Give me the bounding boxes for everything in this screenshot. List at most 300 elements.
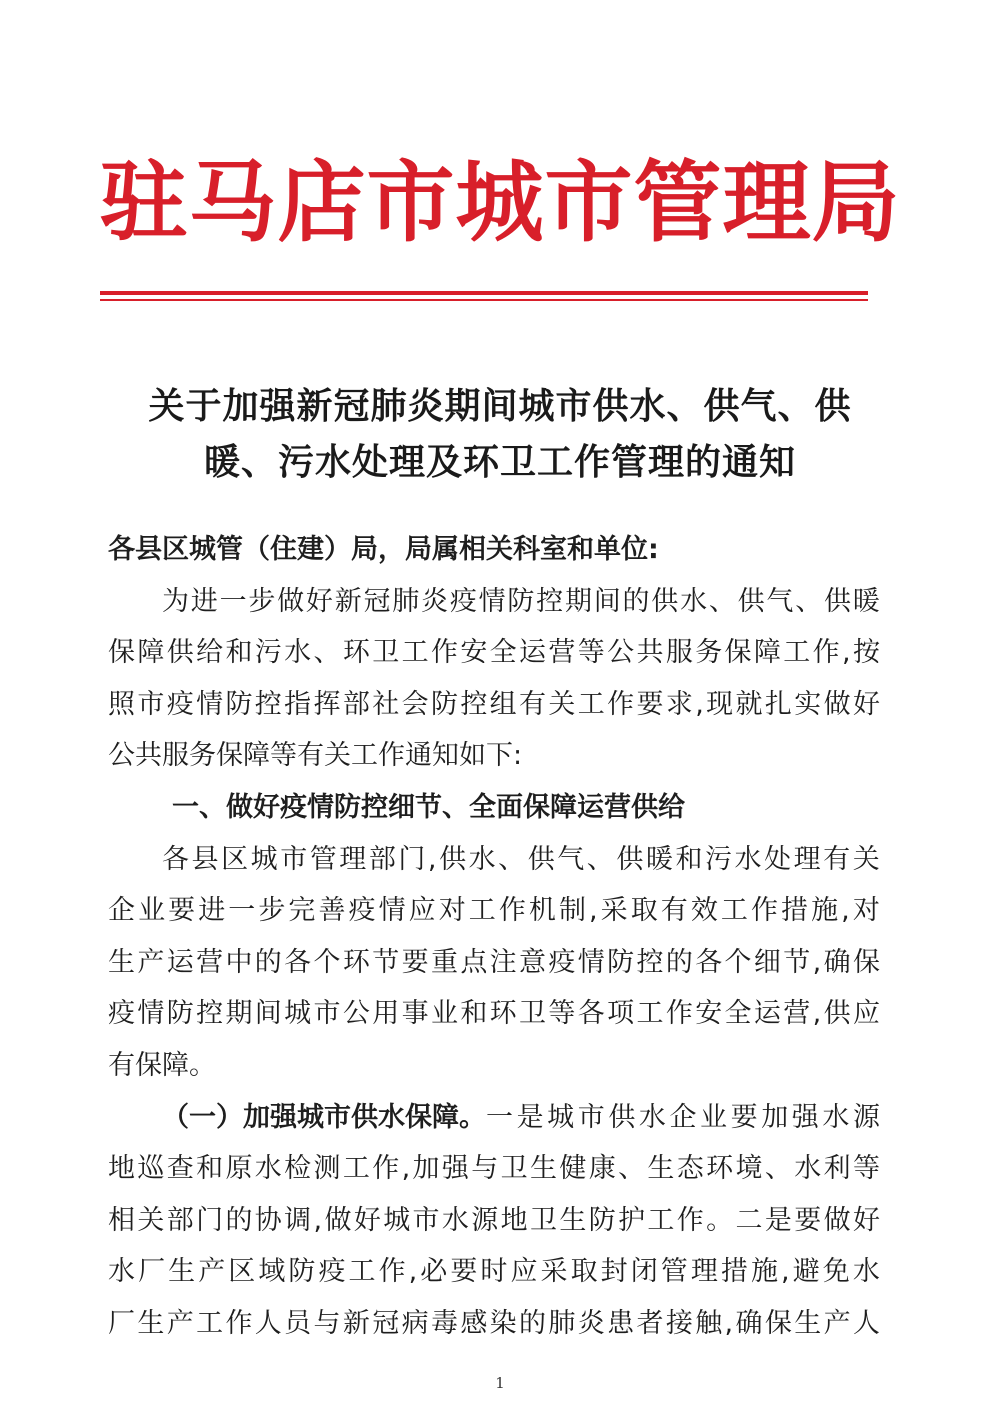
glyph: 控 xyxy=(460,688,488,720)
glyph: 市 xyxy=(137,688,165,720)
glyph: 和 xyxy=(196,1153,224,1185)
glyph: 相 xyxy=(108,1204,135,1236)
glyph: 、 xyxy=(498,843,526,875)
glyph: 、 xyxy=(795,585,823,617)
glyph: 城 xyxy=(547,1101,575,1133)
glyph: 关 xyxy=(548,688,576,720)
glyph: 地 xyxy=(108,1153,135,1185)
glyph: 疫 xyxy=(348,895,376,927)
glyph: , xyxy=(724,1307,734,1339)
glyph: 等 xyxy=(548,998,576,1030)
glyph: 环 xyxy=(342,946,370,978)
glyph: 步 xyxy=(248,585,276,617)
glyph: 指 xyxy=(284,688,312,720)
glyph: 个 xyxy=(313,946,341,978)
glyph: 市 xyxy=(412,1204,440,1236)
glyph: 供 xyxy=(823,998,851,1030)
glyph: 原 xyxy=(225,1153,253,1185)
glyph: 避 xyxy=(792,1256,820,1288)
glyph: 挥 xyxy=(313,688,341,720)
glyph: 县 xyxy=(191,843,219,875)
glyph: 好 xyxy=(852,688,880,720)
glyph: 理 xyxy=(793,843,821,875)
glyph: 情 xyxy=(196,688,224,720)
glyph: 和 xyxy=(675,843,703,875)
glyph: 营 xyxy=(783,998,811,1030)
glyph: 各 xyxy=(577,998,605,1030)
glyph: 水 xyxy=(680,585,708,617)
subsection-line xyxy=(108,1195,880,1247)
intro-line: 公共服务保障等有关工作通知如下: xyxy=(108,740,523,772)
subsection-first-line-rest xyxy=(486,1092,880,1144)
title-line-2: 暖、污水处理及环卫工作管理的通知 xyxy=(203,441,796,483)
glyph: 给 xyxy=(196,637,224,669)
glyph: 生 xyxy=(559,1204,587,1236)
glyph: 必 xyxy=(420,1256,448,1288)
glyph: 的 xyxy=(254,946,282,978)
glyph: 厂 xyxy=(138,1256,166,1288)
masthead-rule-thin xyxy=(100,299,868,301)
glyph: 企 xyxy=(108,895,135,927)
glyph: 等 xyxy=(577,637,605,669)
glyph: 做 xyxy=(324,1204,352,1236)
intro-line xyxy=(108,679,880,731)
glyph: 与 xyxy=(313,1307,341,1339)
glyph: 业 xyxy=(138,895,166,927)
glyph: 水 xyxy=(468,843,496,875)
subsection-line xyxy=(108,1246,880,1298)
glyph: 对 xyxy=(852,895,880,927)
glyph: 业 xyxy=(700,1101,728,1133)
glyph: 确 xyxy=(823,946,851,978)
glyph: 人 xyxy=(254,1307,282,1339)
glyph: 工 xyxy=(348,1256,376,1288)
glyph: 有 xyxy=(519,688,547,720)
glyph: 免 xyxy=(822,1256,850,1288)
glyph: 节 xyxy=(372,946,400,978)
glyph: 产 xyxy=(823,1307,851,1339)
glyph: 炎 xyxy=(421,585,449,617)
glyph: 处 xyxy=(764,843,792,875)
glyph: 冠 xyxy=(363,585,391,617)
glyph: 气 xyxy=(766,585,794,617)
glyph: 环 xyxy=(706,1153,734,1185)
glyph: 中 xyxy=(225,946,253,978)
glyph: 控 xyxy=(254,688,282,720)
glyph: 务 xyxy=(695,637,723,669)
glyph: 者 xyxy=(636,1307,664,1339)
masthead: 驻马店市城市管理局 xyxy=(99,151,901,254)
glyph: 各 xyxy=(162,843,189,875)
glyph: 公 xyxy=(342,998,370,1030)
glyph: , xyxy=(781,1256,790,1288)
glyph: 供 xyxy=(616,843,644,875)
glyph: 安 xyxy=(695,998,723,1030)
glyph: 肺 xyxy=(392,585,420,617)
glyph: 生 xyxy=(137,1307,165,1339)
glyph: 完 xyxy=(288,895,316,927)
glyph: 施 xyxy=(811,895,839,927)
glyph: 污 xyxy=(704,843,732,875)
subsection-line-1 xyxy=(108,1092,880,1144)
glyph: 水 xyxy=(108,1256,135,1288)
glyph: 等 xyxy=(852,1153,880,1185)
glyph: 共 xyxy=(636,637,664,669)
glyph: 意 xyxy=(519,946,547,978)
glyph: 检 xyxy=(284,1153,312,1185)
glyph: 为 xyxy=(162,585,189,617)
glyph: 情 xyxy=(577,946,605,978)
glyph: 期 xyxy=(225,998,253,1030)
glyph: 运 xyxy=(519,637,547,669)
glyph: 查 xyxy=(166,1153,194,1185)
glyph: 气 xyxy=(557,843,585,875)
glyph: 门 xyxy=(398,843,426,875)
glyph: 要 xyxy=(168,895,196,927)
glyph: 服 xyxy=(665,637,693,669)
subsection-line xyxy=(108,1143,880,1195)
glyph: 进 xyxy=(190,585,218,617)
glyph: 应 xyxy=(510,1256,538,1288)
glyph: 公 xyxy=(607,637,635,669)
glyph: 调 xyxy=(284,1204,312,1236)
glyph: 城 xyxy=(383,1204,411,1236)
glyph: 是 xyxy=(516,1101,544,1133)
glyph: 应 xyxy=(408,895,436,927)
glyph: 作 xyxy=(430,637,458,669)
glyph: 接 xyxy=(665,1307,693,1339)
glyph: 供 xyxy=(527,843,555,875)
glyph: 做 xyxy=(277,585,305,617)
glyph: 协 xyxy=(254,1204,282,1236)
glyph: 理 xyxy=(690,1256,718,1288)
glyph: 生 xyxy=(794,1307,822,1339)
glyph: 卫 xyxy=(519,998,547,1030)
glyph: 区 xyxy=(221,843,249,875)
glyph: 部 xyxy=(368,843,396,875)
section-body-line xyxy=(108,988,880,1040)
glyph: 生 xyxy=(108,946,135,978)
glyph: 二 xyxy=(735,1204,763,1236)
glyph: 就 xyxy=(735,688,763,720)
glyph: 作 xyxy=(378,1256,406,1288)
glyph: 水 xyxy=(794,1153,822,1185)
section-heading: 一、做好疫情防控细节、全面保障运营供给 xyxy=(172,791,685,823)
glyph: 会 xyxy=(401,688,429,720)
glyph: 工 xyxy=(636,998,664,1030)
glyph: 、 xyxy=(586,843,614,875)
glyph: 生 xyxy=(647,1153,675,1185)
glyph: , xyxy=(427,843,437,875)
glyph: 城 xyxy=(284,998,312,1030)
glyph: 部 xyxy=(166,1204,194,1236)
page-number: 1 xyxy=(495,1374,505,1392)
glyph: 暖 xyxy=(852,585,880,617)
glyph: 毒 xyxy=(430,1307,458,1339)
glyph: 作 xyxy=(665,998,693,1030)
glyph: 源 xyxy=(852,1101,880,1133)
glyph: 施 xyxy=(750,1256,778,1288)
glyph: 水 xyxy=(822,1101,850,1133)
glyph: 境 xyxy=(735,1153,763,1185)
glyph: 作 xyxy=(676,1204,704,1236)
glyph: 用 xyxy=(372,998,400,1030)
glyph: , xyxy=(313,1204,323,1236)
glyph: 效 xyxy=(690,895,718,927)
glyph: , xyxy=(695,688,704,720)
glyph: 疫 xyxy=(449,585,477,617)
glyph: 卫 xyxy=(500,1153,528,1185)
glyph: 应 xyxy=(852,998,880,1030)
glyph: 管 xyxy=(309,843,337,875)
glyph: 封 xyxy=(600,1256,628,1288)
glyph: 强 xyxy=(441,1153,469,1185)
glyph: 间 xyxy=(254,998,282,1030)
glyph: , xyxy=(841,637,851,669)
glyph: 期 xyxy=(564,585,592,617)
glyph: 求 xyxy=(665,688,693,720)
glyph: 要 xyxy=(450,1256,478,1288)
glyph: , xyxy=(408,1256,418,1288)
glyph: 防 xyxy=(507,585,535,617)
glyph: 保 xyxy=(108,637,135,669)
glyph: 卫 xyxy=(372,637,400,669)
glyph: 有 xyxy=(660,895,688,927)
glyph: 项 xyxy=(607,998,635,1030)
glyph: 营 xyxy=(196,946,224,978)
glyph: 细 xyxy=(753,946,781,978)
glyph: 市 xyxy=(577,1101,605,1133)
glyph: 市 xyxy=(280,843,308,875)
glyph: 新 xyxy=(334,585,362,617)
glyph: , xyxy=(812,946,822,978)
glyph: 供 xyxy=(737,585,765,617)
glyph: 防 xyxy=(225,688,253,720)
glyph: 营 xyxy=(548,637,576,669)
glyph: 实 xyxy=(794,688,822,720)
glyph: 产 xyxy=(198,1256,226,1288)
glyph: 对 xyxy=(438,895,466,927)
glyph: 防 xyxy=(607,946,635,978)
glyph: 节 xyxy=(783,946,811,978)
glyph: 保 xyxy=(764,1307,792,1339)
glyph: 重 xyxy=(430,946,458,978)
glyph: 水 xyxy=(734,843,762,875)
glyph: 态 xyxy=(676,1153,704,1185)
glyph: 工 xyxy=(196,1307,224,1339)
glyph: 员 xyxy=(284,1307,312,1339)
glyph: 一 xyxy=(219,585,247,617)
glyph: 、 xyxy=(708,585,736,617)
glyph: 疫 xyxy=(318,1256,346,1288)
glyph: 安 xyxy=(460,637,488,669)
glyph: 和 xyxy=(460,998,488,1030)
document-title xyxy=(60,378,940,490)
glyph: 做 xyxy=(823,1204,851,1236)
glyph: , xyxy=(589,895,598,927)
glyph: 部 xyxy=(342,688,370,720)
glyph: 一 xyxy=(486,1101,513,1133)
glyph: 有 xyxy=(823,843,851,875)
glyph: 业 xyxy=(430,998,458,1030)
glyph: 机 xyxy=(528,895,556,927)
glyph: 是 xyxy=(764,1204,792,1236)
glyph: 作 xyxy=(812,637,840,669)
glyph: 工 xyxy=(342,1153,370,1185)
glyph: 工 xyxy=(401,637,429,669)
glyph: 照 xyxy=(108,688,135,720)
glyph: 防 xyxy=(166,998,194,1030)
glyph: 工 xyxy=(783,637,811,669)
glyph: 城 xyxy=(250,843,278,875)
glyph: 水 xyxy=(852,1256,880,1288)
glyph: 保 xyxy=(724,637,752,669)
glyph: 染 xyxy=(489,1307,517,1339)
glyph: 点 xyxy=(460,946,488,978)
glyph: 患 xyxy=(607,1307,635,1339)
glyph: 工 xyxy=(720,895,748,927)
glyph: 作 xyxy=(607,688,635,720)
glyph: 。 xyxy=(706,1204,734,1236)
glyph: 产 xyxy=(166,1307,194,1339)
glyph: 病 xyxy=(401,1307,429,1339)
glyph: , xyxy=(812,998,822,1030)
glyph: 水 xyxy=(441,1204,469,1236)
glyph: 措 xyxy=(781,895,809,927)
glyph: 水 xyxy=(638,1101,666,1133)
glyph: 卫 xyxy=(529,1204,557,1236)
glyph: 加 xyxy=(412,1153,440,1185)
glyph: 采 xyxy=(600,895,628,927)
glyph: 确 xyxy=(735,1307,763,1339)
glyph: 要 xyxy=(636,688,664,720)
intro-line xyxy=(108,627,880,679)
glyph: 一 xyxy=(228,895,256,927)
glyph: 工 xyxy=(577,688,605,720)
salutation: 各县区城管（住建）局，局属相关科室和单位: xyxy=(108,534,659,565)
glyph: 控 xyxy=(536,585,564,617)
glyph: 的 xyxy=(519,1307,547,1339)
section-body-line xyxy=(108,937,880,989)
glyph: 供 xyxy=(651,585,679,617)
glyph: 冠 xyxy=(372,1307,400,1339)
glyph: 控 xyxy=(196,998,224,1030)
glyph: 各 xyxy=(695,946,723,978)
glyph: 理 xyxy=(339,843,367,875)
glyph: 关 xyxy=(137,1204,165,1236)
glyph: 全 xyxy=(724,998,752,1030)
glyph: 情 xyxy=(478,585,506,617)
glyph: 扎 xyxy=(764,688,792,720)
glyph: 水 xyxy=(254,1153,282,1185)
section-body-line xyxy=(108,885,880,937)
glyph: 情 xyxy=(378,895,406,927)
glyph: 供 xyxy=(439,843,467,875)
glyph: 工 xyxy=(647,1204,675,1236)
glyph: 控 xyxy=(636,946,664,978)
glyph: 关 xyxy=(852,843,880,875)
glyph: 好 xyxy=(353,1204,381,1236)
subsection-line xyxy=(108,1298,880,1350)
glyph: 污 xyxy=(254,637,282,669)
glyph: , xyxy=(401,1153,411,1185)
glyph: 措 xyxy=(720,1256,748,1288)
glyph: 工 xyxy=(468,895,496,927)
glyph: 与 xyxy=(471,1153,499,1185)
section-body-line: 有保障。 xyxy=(108,1049,216,1081)
glyph: 个 xyxy=(724,946,752,978)
glyph: 、 xyxy=(618,1153,646,1185)
glyph: 制 xyxy=(558,895,586,927)
glyph: , xyxy=(841,895,850,927)
glyph: 时 xyxy=(480,1256,508,1288)
glyph: 管 xyxy=(660,1256,688,1288)
glyph: 新 xyxy=(342,1307,370,1339)
glyph: 供 xyxy=(166,637,194,669)
glyph: 加 xyxy=(761,1101,789,1133)
glyph: 保 xyxy=(852,946,880,978)
glyph: 市 xyxy=(313,998,341,1030)
glyph: 环 xyxy=(489,998,517,1030)
glyph: 运 xyxy=(166,946,194,978)
glyph: 健 xyxy=(559,1153,587,1185)
glyph: 地 xyxy=(500,1204,528,1236)
glyph: 产 xyxy=(137,946,165,978)
glyph: 注 xyxy=(489,946,517,978)
glyph: 门 xyxy=(196,1204,224,1236)
glyph: 人 xyxy=(852,1307,880,1339)
glyph: 和 xyxy=(225,637,253,669)
glyph: 取 xyxy=(630,895,658,927)
glyph: 环 xyxy=(342,637,370,669)
title-line-1: 关于加强新冠肺炎期间城市供水、供气、供 xyxy=(148,385,852,427)
glyph: 全 xyxy=(489,637,517,669)
glyph: 社 xyxy=(372,688,400,720)
glyph: 要 xyxy=(730,1101,758,1133)
glyph: 、 xyxy=(313,637,341,669)
glyph: 供 xyxy=(608,1101,636,1133)
glyph: 运 xyxy=(753,998,781,1030)
glyph: 疫 xyxy=(108,998,135,1030)
glyph: 事 xyxy=(401,998,429,1030)
glyph: 的 xyxy=(665,946,693,978)
glyph: 供 xyxy=(823,585,851,617)
glyph: 域 xyxy=(258,1256,286,1288)
document-body xyxy=(108,524,880,1350)
glyph: 情 xyxy=(137,998,165,1030)
glyph: 作 xyxy=(750,895,778,927)
glyph: 的 xyxy=(622,585,650,617)
section-body-line xyxy=(108,834,880,886)
glyph: 防 xyxy=(588,1204,616,1236)
glyph: 防 xyxy=(288,1256,316,1288)
intro-line xyxy=(108,576,880,628)
glyph: 疫 xyxy=(548,946,576,978)
glyph: 要 xyxy=(401,946,429,978)
glyph: 区 xyxy=(228,1256,256,1288)
glyph: 防 xyxy=(430,688,458,720)
glyph: 源 xyxy=(471,1204,499,1236)
glyph: 肺 xyxy=(548,1307,576,1339)
glyph: 进 xyxy=(198,895,226,927)
glyph: 障 xyxy=(753,637,781,669)
glyph: 现 xyxy=(706,688,734,720)
glyph: 取 xyxy=(570,1256,598,1288)
glyph: 各 xyxy=(284,946,312,978)
glyph: 康 xyxy=(588,1153,616,1185)
glyph: 作 xyxy=(225,1307,253,1339)
glyph: 强 xyxy=(791,1101,819,1133)
